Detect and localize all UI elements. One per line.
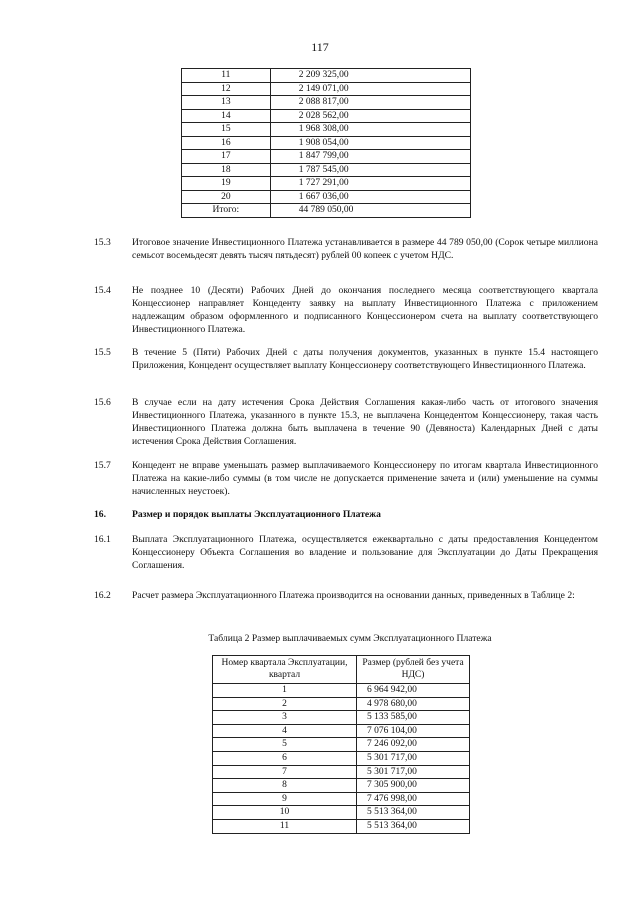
page-number: 117 [311,40,329,54]
table-row [213,779,470,793]
clause-16-2 [94,589,598,602]
clause-number: 15.3 [94,237,111,248]
quarter-cell: 14 [182,109,271,123]
header-quarter: Номер квартала Эксплуатации, квартал [213,656,357,684]
clause-text: Не позднее 10 (Десяти) Рабочих Дней до окончания последнего месяца соответствующего квартала Концессионер направляет Концеденту заявку на выплату Инвестиционного Платежа с приложением надлежащим образом оформленного и подписанного Концессионером счета на выплату соответствующего Инвестиционного Платежа. [132,285,598,335]
amount-cell: 1 968 308,00 [270,123,470,137]
amount-cell: 2 149 071,00 [270,82,470,96]
amount-cell: 5 513 364,00 [357,806,470,820]
amount-cell: 1 667 036,00 [270,190,470,204]
section-16-heading [94,508,598,521]
clause-number: 15.5 [94,347,111,358]
table-row [182,177,471,191]
clause-text: Выплата Эксплуатационного Платежа, осуществляется ежеквартально с даты предоставления Концедентом Концессионеру Объекта Соглашения во владение и пользование для Эксплуатации до Даты Прекращения Соглашения. [132,534,598,571]
quarter-cell: 9 [213,792,357,806]
table-row [182,82,471,96]
quarter-cell: 17 [182,150,271,164]
quarter-cell: 8 [213,779,357,793]
table-row [213,792,470,806]
table-row [213,738,470,752]
amount-cell: 7 246 092,00 [357,738,470,752]
quarter-cell: 5 [213,738,357,752]
quarter-cell: 10 [213,806,357,820]
table-row [182,136,471,150]
quarter-cell: 2 [213,697,357,711]
table-row [182,109,471,123]
total-label: Итого: [182,204,271,218]
quarter-cell: 6 [213,751,357,765]
amount-cell: 1 847 799,00 [270,150,470,164]
quarter-cell: 11 [213,819,357,833]
clause-15-6 [94,396,598,448]
quarter-cell: 16 [182,136,271,150]
investment-payment-table [181,68,471,218]
table-row [213,684,470,698]
clause-15-4 [94,284,598,336]
amount-cell: 5 513 364,00 [357,819,470,833]
table-header-row [213,656,470,684]
clause-15-7 [94,459,598,498]
quarter-cell: 7 [213,765,357,779]
total-value: 44 789 050,00 [270,204,470,218]
table-row [213,711,470,725]
table-row [213,724,470,738]
clause-text: В случае если на дату истечения Срока Действия Соглашения какая-либо часть от итогового значения Инвестиционного Платежа, указанного в пункте 15.3, не выплачена Концедентом Концессионеру, такая часть Инвестиционного Платежа должна быть выплачена в течение 90 (Девяноста) Календарных Дней с даты истечения Срока Действия Соглашения. [132,397,598,447]
table-row [213,806,470,820]
table-row [213,697,470,711]
clause-text: Итоговое значение Инвестиционного Платежа устанавливается в размере 44 789 050,00 (Сорок четыре миллиона семьсот восемьдесят девять тысяч пятьдесят) рублей 00 копеек с учетом НДС. [132,237,598,261]
amount-cell: 6 964 942,00 [357,684,470,698]
clause-text: В течение 5 (Пяти) Рабочих Дней с даты получения документов, указанных в пункте 15.4 настоящего Приложения, Концедент осуществляет выплату Концессионеру соответствующего Инвестиционного Платежа. [132,347,598,371]
amount-cell: 5 301 717,00 [357,751,470,765]
quarter-cell: 18 [182,163,271,177]
table-row [182,163,471,177]
table-row [182,123,471,137]
clause-number: 16.1 [94,534,111,545]
quarter-cell: 12 [182,82,271,96]
amount-cell: 5 301 717,00 [357,765,470,779]
amount-cell: 2 088 817,00 [270,96,470,110]
quarter-cell: 20 [182,190,271,204]
amount-cell: 5 133 585,00 [357,711,470,725]
amount-cell: 7 305 900,00 [357,779,470,793]
total-row [182,204,471,218]
header-amount: Размер (рублей без учета НДС) [357,656,470,684]
amount-cell: 1 908 054,00 [270,136,470,150]
clause-15-5 [94,346,598,372]
amount-cell: 7 076 104,00 [357,724,470,738]
clause-number: 16.2 [94,590,111,601]
quarter-cell: 15 [182,123,271,137]
clause-number: 15.4 [94,285,111,296]
clause-text: Концедент не вправе уменьшать размер выплачиваемого Концессионеру по итогам квартала Инвестиционного Платежа на какие-либо суммы (в том числе не допускается применение зачета и (или) уменьшение на суммы начисленных неустоек). [132,460,598,497]
clause-number: 15.7 [94,460,111,471]
operating-payment-table [212,655,470,834]
quarter-cell: 13 [182,96,271,110]
amount-cell: 2 209 325,00 [270,69,470,83]
table-row [182,190,471,204]
clause-number: 15.6 [94,397,111,408]
table-row [213,765,470,779]
clause-15-3 [94,236,598,262]
quarter-cell: 3 [213,711,357,725]
table2-caption: Таблица 2 Размер выплачиваемых сумм Эксплуатационного Платежа [208,633,492,644]
table-row [182,150,471,164]
quarter-cell: 11 [182,69,271,83]
amount-cell: 2 028 562,00 [270,109,470,123]
table-row [213,751,470,765]
quarter-cell: 4 [213,724,357,738]
clause-16-1 [94,533,598,572]
table-row [182,69,471,83]
amount-cell: 4 978 680,00 [357,697,470,711]
quarter-cell: 19 [182,177,271,191]
amount-cell: 1 727 291,00 [270,177,470,191]
table-row [182,96,471,110]
amount-cell: 1 787 545,00 [270,163,470,177]
section-title: Размер и порядок выплаты Эксплуатационного Платежа [132,509,381,520]
section-number: 16. [94,509,106,520]
clause-text: Расчет размера Эксплуатационного Платежа производится на основании данных, приведенных в Таблице 2: [132,590,575,601]
table-row [213,819,470,833]
amount-cell: 7 476 998,00 [357,792,470,806]
quarter-cell: 1 [213,684,357,698]
